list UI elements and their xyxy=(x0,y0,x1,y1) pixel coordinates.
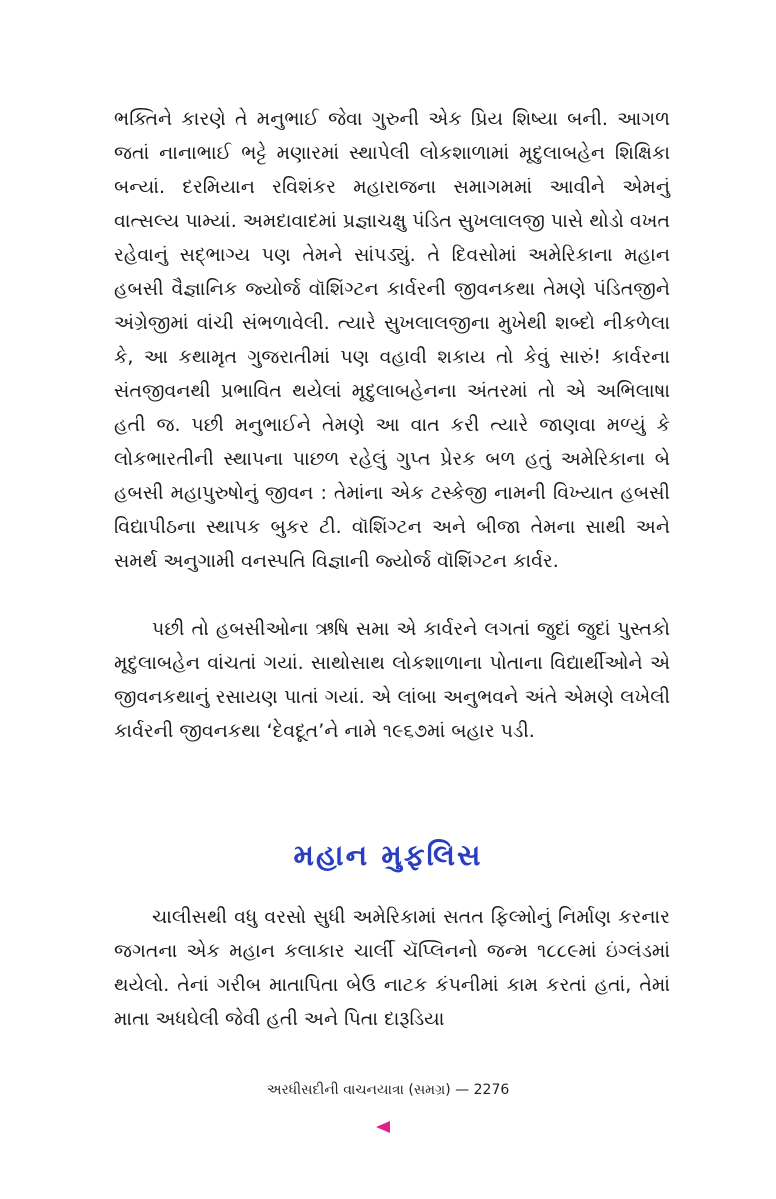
paragraph-2-text: પછી તો હબસીઓના ઋષિ સમા એ કાર્વરને લગતાં જુદાં જુદાં પુસ્તકો મૃદુલાબહેન વાંચતાં ગયાં. સાથોસાથ લોકશાળાના પોતાના વિદ્યાર્થીઓને એ જીવનકથાનું રસાયણ પાતાં ગયાં. એ લાંબા અનુભવને અંતે એમણે લખેલી કાર્વરની જીવનકથા ‘દેવદૂત’ને નામે ૧૯૬૭માં બહાર પડી. xyxy=(114,618,670,742)
page-footer: અરધીસદીની વાચનયાત્રા (સમગ્ર) — 2276 xyxy=(266,1082,510,1098)
section-heading: મહાન મુફલિસ xyxy=(293,838,483,872)
paragraph-3-text: ચાલીસથી વધુ વરસો સુધી અમેરિકામાં સતત ફિલ્મોનું નિર્માણ કરનાર જગતના એક મહાન કલાકાર ચાર્લી ચૅપ્લિનનો જન્મ ૧૮૮૯માં ઇંગ્લંડમાં થયેલો. તેનાં ગરીબ માતાપિતા બેઉ નાટક કંપનીમાં કામ કરતાં હતાં, તેમાં માતા અધઘેલી જેવી હતી અને પિતા દારૂડિયા xyxy=(114,906,670,1030)
paragraph-2 xyxy=(114,612,670,748)
paragraph-3 xyxy=(114,900,670,1036)
prev-page-arrow-icon[interactable] xyxy=(376,1121,390,1133)
paragraph-1-text: ભક્તિને કારણે તે મનુભાઈ જેવા ગુરુની એક પ્રિય શિષ્યા બની. આગળ જતાં નાનાભાઈ ભટ્ટે મણારમાં સ્થાપેલી લોકશાળામાં મૃદુલાબહેન શિક્ષિકા બન્યાં. દરમિયાન રવિશંકર મહારાજના સમાગમમાં આવીને એમનું વાત્સલ્ય પામ્યાં. અમદાવાદમાં પ્રજ્ઞાચક્ષુ પંડિત સુખલાલજી પાસે થોડો વખત રહેવાનું સદ્ભાગ્ય પણ તેમને સાંપડ્યું. તે દિવસોમાં અમેરિકાના મહાન હબસી વૈજ્ઞાનિક જ્યોર્જ વૉશિંગ્ટન કાર્વરની જીવનકથા તેમણે પંડિતજીને અંગ્રેજીમાં વાંચી સંભળાવેલી. ત્યારે સુખલાલજીના મુખેથી શબ્દો નીકળેલા કે, આ કથામૃત ગુજરાતીમાં પણ વહાવી શકાય તો કેવું સારું! કાર્વરના સંતજીવનથી પ્રભાવિત થયેલાં મૃદુલાબહેનના અંતરમાં તો એ અભિલાષા હતી જ. પછી મનુભાઈને તેમણે આ વાત કરી ત્યારે જાણવા મળ્યું કે લોકભારતીની સ્થાપના પાછળ રહેલું ગુપ્ત પ્રેરક બળ હતું અમેરિકાના બે હબસી મહાપુરુષોનું જીવન : તેમાંના એક ટસ્કેજી નામની વિખ્યાત હબસી વિદ્યાપીઠના સ્થાપક બુકર ટી. વૉશિંગ્ટન અને બીજા તેમના સાથી અને સમર્થ અનુગામી વનસ્પતિ વિજ્ઞાની જ્યોર્જ વૉશિંગ્ટન કાર્વર. xyxy=(114,108,670,572)
paragraph-1 xyxy=(114,102,670,578)
